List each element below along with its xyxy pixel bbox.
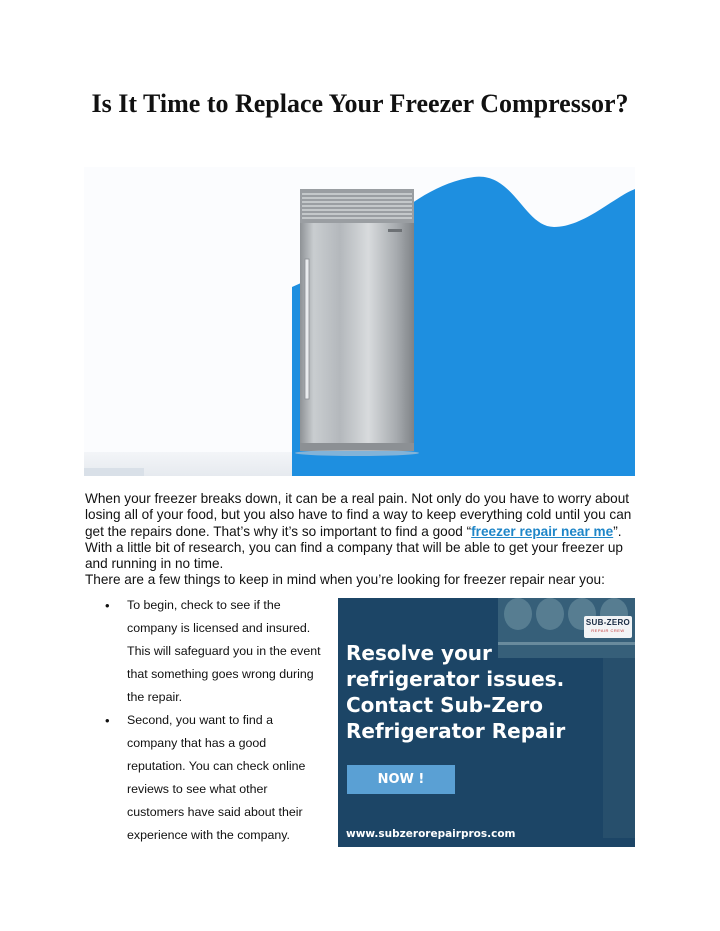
bullet-marker: • bbox=[105, 598, 110, 613]
headline-line: Contact Sub-Zero bbox=[346, 693, 544, 717]
ad-url[interactable]: www.subzerorepairpros.com bbox=[346, 828, 516, 840]
headline-line: Refrigerator Repair bbox=[346, 719, 566, 743]
list-item-text: Second, you want to find a company that has a good reputation. You can check online reviews to see what other customers have said about their experience with the company. bbox=[127, 713, 306, 842]
headline-line: refrigerator issues. bbox=[346, 667, 565, 691]
refrigerator-illustration bbox=[84, 167, 635, 476]
intro-text-end: ”. With a little bit of research, you can find a company that will be able to get your freezer up and running in no time. bbox=[85, 523, 623, 572]
freezer-repair-link[interactable]: freezer repair near me bbox=[471, 523, 614, 539]
ad-headline bbox=[346, 640, 626, 744]
list-item-text: To begin, check to see if the company is licensed and insured. This will safeguard you in the event that something goes wrong during the repair. bbox=[127, 598, 321, 704]
bullet-marker: • bbox=[105, 713, 110, 728]
intro-text-start: When your freezer breaks down, it can be a real pain. Not only do you have to worry about losing all of your food, but you also have to find a way to keep everything cold until you can get the repairs done. That’s why it’s so important to find a good “ bbox=[85, 491, 632, 539]
logo-text: SUB-ZERO bbox=[585, 618, 631, 627]
article-body bbox=[85, 491, 640, 589]
intro-paragraph bbox=[85, 491, 640, 572]
page-title: Is It Time to Replace Your Freezer Compressor? bbox=[91, 89, 629, 118]
list-item bbox=[100, 594, 325, 709]
hero-image bbox=[84, 167, 635, 476]
now-button[interactable]: NOW ! bbox=[347, 765, 455, 794]
tips-list bbox=[100, 594, 325, 847]
headline-line: Resolve your bbox=[346, 641, 492, 665]
logo-subtext: REPAIR CREW bbox=[591, 628, 625, 633]
list-intro-paragraph: There are a few things to keep in mind when you’re looking for freezer repair near you: bbox=[85, 572, 605, 588]
ad-banner[interactable] bbox=[338, 598, 635, 847]
sub-zero-logo bbox=[584, 616, 632, 638]
list-item bbox=[100, 709, 325, 847]
